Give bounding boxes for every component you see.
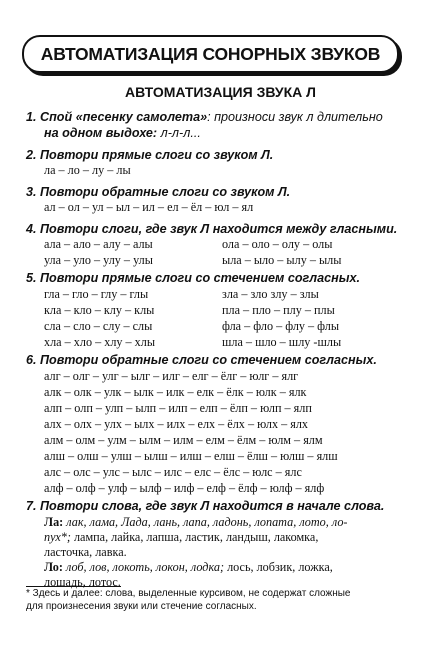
task-7-lo-italic: лоб, лов, локоть, локон, лодка; [62,560,225,574]
task-5-left-3: сла – сло – слу – слы [44,319,153,333]
task-1-line2: на одном выдохе: [44,126,161,140]
task-1-line2b: л-л-л... [160,126,201,140]
task-3-syllables: ал – ол – ул – ыл – ил – ел – ёл – юл – ял [44,200,254,214]
task-1-head-d: л [306,110,314,124]
task-4-left-1: ала – ало – алу – алы [44,237,153,251]
task-5-heading: 5. Повтори прямые слоги со стечением согласных. [26,271,360,285]
task-4-left-2: ула – уло – улу – улы [44,253,153,267]
task-6-line-2: алк – олк – улк – ылк – илк – елк – ёлк – юлк – ялк [44,385,307,399]
task-5-left-1: гла – гло – глу – глы [44,287,149,301]
task-6-line-6: алш – олш – улш – ылш – илш – елш – ёлш – юлш – ялш [44,449,338,463]
task-1-head-b: «песенку самолета» [75,110,208,124]
task-7-lo-label: Ло: [44,560,63,574]
task-1-head-a: 1. Спой [26,110,76,124]
task-6-heading: 6. Повтори обратные слоги со стечением согласных. [26,353,377,367]
footnote-rule [26,586,121,587]
task-4-right-2: ыла – ыло – ылу – ылы [222,253,342,267]
task-7-la-paragraph [44,515,400,560]
task-3-heading: 3. Повтори обратные слоги со звуком Л. [26,185,291,199]
task-5-left-4: хла – хло – хлу – хлы [44,335,156,349]
task-6-line-8: алф – олф – улф – ылф – илф – елф – ёлф – юлф – ялф [44,481,325,495]
task-2-syllables: ла – ло – лу – лы [44,163,131,177]
task-1-head-e: длительно [313,110,383,124]
task-6-line-4: алх – олх – улх – ылх – илх – елх – ёлх – юлх – ялх [44,417,309,431]
task-7-lo-rest2: лошадь, лотос. [44,575,121,589]
task-7-la-label: Ла: [44,515,64,529]
task-1-heading [26,109,421,141]
task-1-head-c: : произноси звук [207,110,307,124]
task-2-heading: 2. Повтори прямые слоги со звуком Л. [26,148,274,162]
footnote-line-2: для произнесения звуки или стечение согласных. [26,600,257,612]
task-7-la-rest2: ласточка, лавка. [44,545,127,559]
task-6-line-7: алс – олс – улс – ылс – илс – елс – ёлс – юлс – ялс [44,465,302,479]
section-banner: АВТОМАТИЗАЦИЯ СОНОРНЫХ ЗВУКОВ [22,35,399,73]
task-6-line-1: алг – олг – улг – ылг – илг – елг – ёлг – юлг – ялг [44,369,299,383]
task-7-la-italic2: пух*; [44,530,71,544]
task-5-right-4: шла – шло – шлу -шлы [222,335,342,349]
task-7-la-rest: лампа, лайка, лапша, ластик, ландыш, лакомка, [70,530,319,544]
task-5-right-2: пла – пло – плу – плы [222,303,335,317]
task-5-right-3: фла – фло – флу – флы [222,319,340,333]
task-5-left-2: кла – кло – клу – клы [44,303,155,317]
task-7-heading: 7. Повтори слова, где звук Л находится в начале слова. [26,499,385,513]
task-7-lo-rest: лось, лобзик, ложка, [224,560,333,574]
task-6-line-5: алм – олм – улм – ылм – илм – елм – ёлм – юлм – ялм [44,433,323,447]
task-4-heading: 4. Повтори слоги, где звук Л находится между гласными. [26,222,398,236]
task-4-right-1: ола – оло – олу – олы [222,237,333,251]
task-5-right-1: зла – зло злу – злы [222,287,319,301]
task-6-line-3: алп – олп – улп – ылп – илп – елп – ёлп – юлп – ялп [44,401,312,415]
footnote [26,588,406,613]
task-7-la-italic: лак, лама, Лада, лань, лапа, ладонь, лопата, лото, ло- [63,515,348,529]
footnote-line-1: * Здесь и далее: слова, выделенные курсивом, не содержат сложные [26,588,351,599]
page-subtitle: АВТОМАТИЗАЦИЯ ЗВУКА Л [124,84,317,100]
